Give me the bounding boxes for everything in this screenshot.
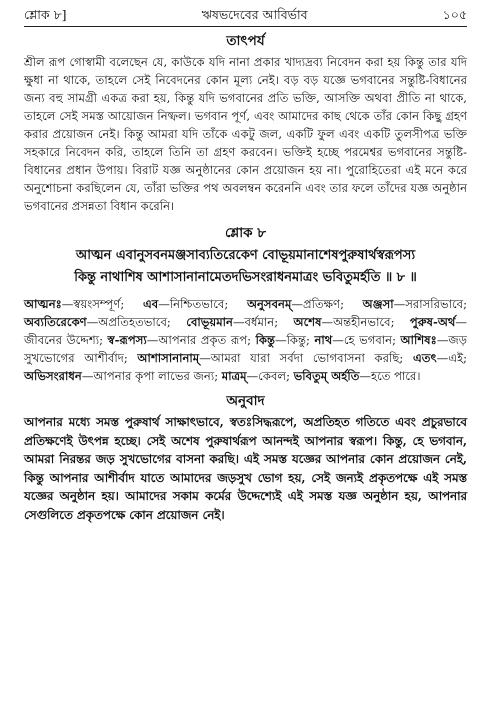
synonym-word: নাথ (314, 333, 333, 347)
synonym-meaning: জীবনের উদ্দেশ্য (24, 333, 100, 347)
page-number: ১০৫ (442, 7, 467, 22)
synonym-word: আশাসানানাম্ (137, 351, 200, 365)
synonym-word: কিন্তু (255, 333, 275, 347)
synonym-meaning: বর্ধমান (244, 315, 275, 329)
synonym-meaning: আমরা যারা সর্বদা ভোগবাসনা করছি (210, 351, 400, 365)
synonym-word: ভবিতুম্ অর্হতি (293, 369, 360, 383)
verse-line-2: কিন্তু নাথাশিষ আশাসানানামেতদভিসংরাধনমাত্রং ভবিতুমর্হতি ॥ ৮ ॥ (74, 270, 417, 285)
synonym-meaning: স্বয়ংসম্পূর্ণ (73, 297, 121, 311)
synonym-word: অব্যতিরেকেণ (24, 315, 87, 329)
word-for-word-synonyms: আত্মনঃ—স্বয়ংসম্পূর্ণ; এব—নিশ্চিতভাবে; অনুসবনম্—প্রতিক্ষণ; অঞ্জসা—সরাসরিভাবে; অব্যতিরেকেণ—অপ্রতিহতভাবে; বোভূয়মান—বর্ধমান; অশেষ—অন্তহীনভাবে; পুরুষ-অর্থ—জীবনের উদ্দেশ্য; স্ব-রূপস্য—আপনার প্রকৃত রূপ; কিন্তু—কিন্তু; নাথ—হে ভগবান; আশিষঃ—জড় সুখভোগের আশীর্বাদ; আশাসানানাম্—আমরা যারা সর্বদা ভোগবাসনা করছি; এতৎ—এই; অভিসংরাধন—আপনার কৃপা লাভের জন্য; মাত্রম্—কেবল; ভবিতুম্ অর্হতি—হতে পারে। (24, 297, 468, 383)
translation-heading: অনুবাদ (226, 393, 265, 409)
synonym-word: অশেষ (293, 315, 322, 329)
verse-heading: শ্লোক ৮ (224, 225, 267, 241)
synonym-meaning: সরাসরিভাবে (405, 297, 464, 311)
synonym-word: আত্মনঃ (24, 297, 62, 311)
synonym-meaning: অন্তহীনভাবে (333, 315, 391, 329)
synonym-meaning: হে ভগবান (343, 333, 393, 347)
synonym-word: স্ব-রূপস্য (107, 333, 147, 347)
synonym-word: অঞ্জসা (362, 297, 394, 311)
translation-text: আপনার মধ্যে সমস্ত পুরুষার্থ সাক্ষাৎভাবে, স্বতঃসিদ্ধরূপে, অপ্রতিহত গতিতে এবং প্রচুরভাবে প্রতিক্ষণেই উৎপন্ন হচ্ছে। সেই অশেষ পুরুষার্থরূপ আনন্দই আপনার স্বরূপ। কিন্তু, হে ভগবান, আমরা নিরন্তর জড় সুখভোগের বাসনা করছি। এই সমস্ত যজ্ঞের আপনার কোন প্রয়োজন নেই, কিন্তু আপনার আশীর্বাদ যাতে আমাদের জড়সুখ ভোগ হয়, সেই জন্যই প্রকৃতপক্ষে এই সমস্ত যজ্ঞের অনুষ্ঠান হয়। আমাদের সকাম কর্মের উদ্দেশ্যেই এই সমস্ত যজ্ঞ অনুষ্ঠান হয়, আপনার সেগুলিতে প্রকৃতপক্ষে কোন প্রয়োজন নেই। (24, 415, 467, 522)
header-verse-ref: শ্লোক ৮] (24, 7, 67, 22)
synonym-meaning: জড় সুখভোগের আশীর্বাদ (24, 333, 468, 365)
running-header (24, 6, 467, 26)
synonym-word: অভিসংরাধন (24, 369, 82, 383)
purport-heading: তাৎপর্য (226, 33, 265, 49)
synonym-meaning: আপনার কৃপা লাভের জন্য (93, 369, 215, 383)
synonym-word: বোভূয়মান (186, 315, 233, 329)
header-rule (24, 26, 467, 27)
synonym-meaning: কিন্তু (286, 333, 307, 347)
synonym-meaning: হতে পারে। (371, 369, 421, 383)
synonym-word: আশিষঃ (400, 333, 437, 347)
verse-line-1: আত্মন এবানুসবনমঞ্জসাব্যতিরেকেণ বোভূয়মানাশেষপুরুষার্থস্বরূপস্য (75, 248, 416, 263)
synonym-meaning: প্রতিক্ষণ (303, 297, 341, 311)
synonym-word: এব (142, 297, 159, 311)
purport-text: শ্রীল রূপ গোস্বামী বলেছেন যে, কাউকে যদি নানা প্রকার খাদ্যদ্রব্য নিবেদন করা হয় কিন্তু তার যদি ক্ষুধা না থাকে, তাহলে সেই নিবেদনের কোন মূল্য নেই। বড় বড় যজ্ঞে ভগবানের সন্তুষ্টি-বিধানের জন্য বহু সামগ্রী একত্র করা হয়, কিন্তু যদি ভগবানের প্রতি ভক্তি, আসক্তি অথবা প্রীতি না থাকে, তাহলে সেই সমস্ত আয়োজন নিষ্ফল। ভগবান পূর্ণ, এবং আমাদের কাছ থেকে তাঁর কোন কিছু গ্রহণ করার প্রয়োজন নেই। কিন্তু আমরা যদি তাঁকে একটু জল, একটি ফুল এবং একটি তুলসীপত্র ভক্তি সহকারে নিবেদন করি, তাহলে তিনি তা গ্রহণ করবেন। ভক্তিই হচ্ছে পরমেশ্বর ভগবানের সন্তুষ্টি-বিধানের প্রধান উপায়। বিরাট যজ্ঞ অনুষ্ঠানের কোন প্রয়োজন হয় না। পুরোহিতেরা এই মনে করে অনুশোচনা করছিলেন যে, তাঁরা ভক্তির পথ অবলম্বন করেননি এবং তার ফলে তাঁদের যজ্ঞ অনুষ্ঠান ভগবানের প্রসন্নতা বিধান করেনি। (24, 55, 467, 213)
header-chapter-title: ঋষভদেবের আবির্ভাব (201, 7, 308, 22)
synonym-word: পুরুষ-অর্থ (409, 315, 456, 329)
synonym-meaning: কেবল (258, 369, 287, 383)
synonym-meaning: অপ্রতিহতভাবে (98, 315, 167, 329)
synonym-word: অনুসবনম্ (246, 297, 292, 311)
synonym-word: মাত্রম্ (221, 369, 247, 383)
synonym-meaning: আপনার প্রকৃত রূপ (158, 333, 248, 347)
synonym-meaning: নিশ্চিতভাবে (169, 297, 225, 311)
synonym-word: এতৎ (412, 351, 437, 365)
synonym-meaning: এই (448, 351, 464, 365)
